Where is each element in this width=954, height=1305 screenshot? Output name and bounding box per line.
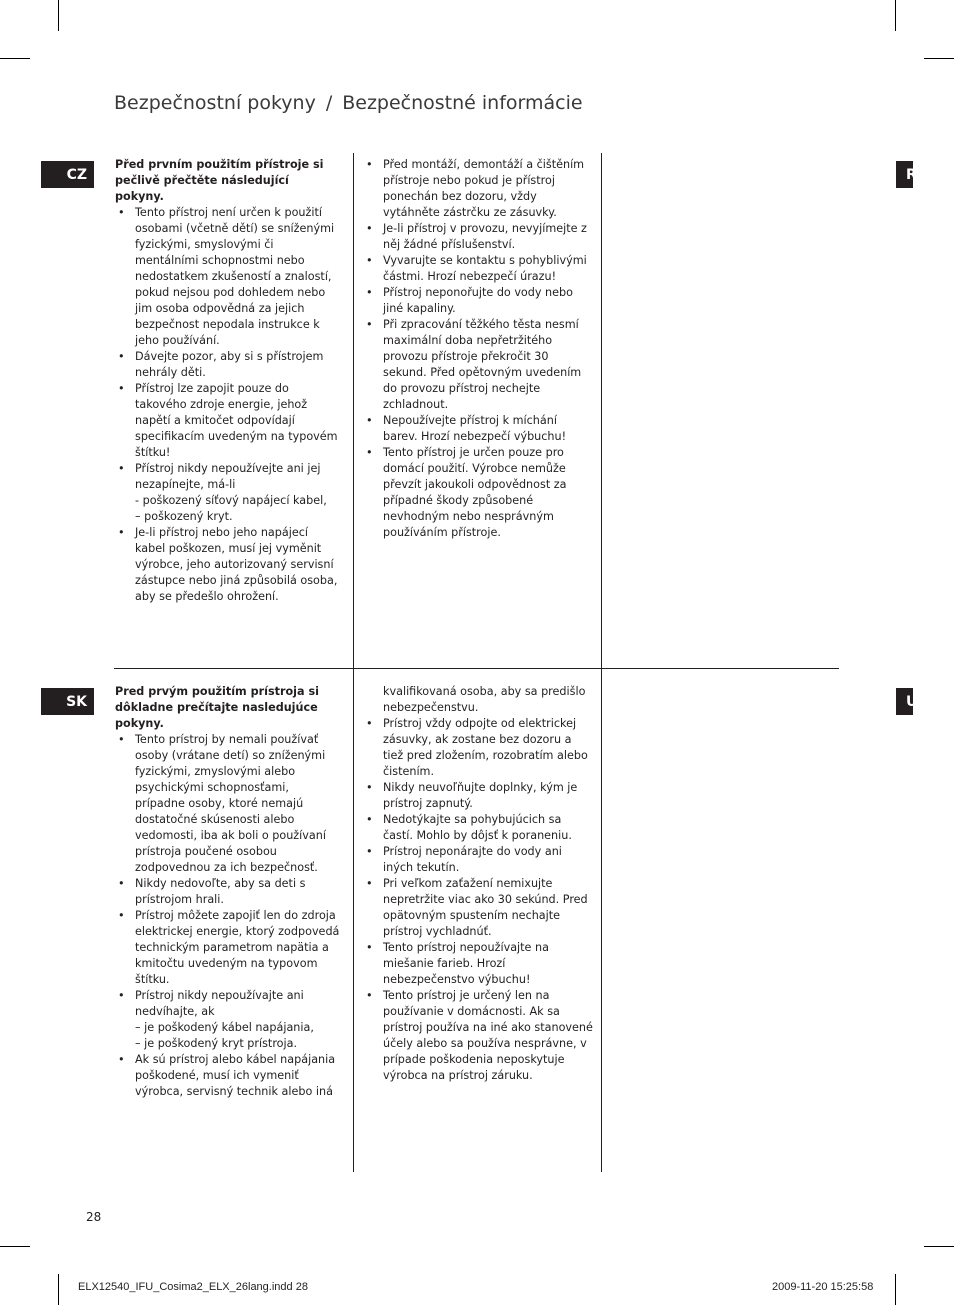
language-tab-cz: CZ xyxy=(41,161,94,188)
crop-mark xyxy=(58,0,59,31)
crop-mark xyxy=(0,1246,30,1247)
list-item: • Tento přístroj je určen pouze pro domácí použití. Výrobce nemůže převzít jakoukoli odpovědnost za případné škody způsobené nevhodným nebo nesprávným používáním přístroje. xyxy=(363,445,593,541)
cz-list-2 xyxy=(363,157,593,541)
sk-list-2 xyxy=(363,716,593,1084)
sk-heading: Pred prvým použitím prístroja si dôkladne prečítajte nasledujúce pokyny. xyxy=(115,685,319,730)
list-item: • Prístroj vždy odpojte od elektrickej zásuvky, ak zostane bez dozoru a tiež pred zložením, rozobratím alebo čistením. xyxy=(363,716,593,780)
column-divider xyxy=(601,153,602,668)
list-item: • Je-li přístroj v provozu, nevyjímejte z něj žádné příslušenství. xyxy=(363,221,593,253)
sk-column-2 xyxy=(363,684,593,1084)
language-tab-edge-bottom: U xyxy=(896,688,913,715)
crop-mark xyxy=(895,0,896,31)
list-item: • Prístroj neponárajte do vody ani iných tekutín. xyxy=(363,844,593,876)
list-item: • Před montáží, demontáží a čištěním přístroje nebo pokud je přístroj ponechán bez dozoru, vždy vytáhněte zástrčku ze zásuvky. xyxy=(363,157,593,221)
page-title xyxy=(114,92,583,114)
crop-mark xyxy=(0,58,30,59)
list-item: • Pri veľkom zaťažení nemixujte nepretržite viac ako 30 sekúnd. Pred opätovným spustením nechajte prístroj vychladnúť. xyxy=(363,876,593,940)
section-divider xyxy=(114,668,839,669)
list-item: • Dávejte pozor, aby si s přístrojem nehrály děti. xyxy=(115,349,340,381)
list-item: • Prístroj nikdy nepoužívajte ani nedvíhajte, ak – je poškodený kábel napájania, – je poškodený kryt prístroja. xyxy=(115,988,340,1052)
cz-list-1 xyxy=(115,205,340,605)
language-tab-edge-top: R xyxy=(896,161,913,188)
footer-filename: ELX12540_IFU_Cosima2_ELX_26lang.indd 28 xyxy=(78,1281,308,1293)
list-item: • Nedotýkajte sa pohybujúcich sa častí. Mohlo by dôjsť k poraneniu. xyxy=(363,812,593,844)
title-right: Bezpečnostné informácie xyxy=(342,92,583,114)
cz-column-2 xyxy=(363,157,593,541)
list-item: • Přístroj nikdy nepoužívejte ani jej nezapínejte, má-li - poškozený síťový napájecí kabel, – poškozený kryt. xyxy=(115,461,340,525)
title-separator: / xyxy=(325,92,333,114)
list-item: • Tento přístroj není určen k použití osobami (včetně dětí) se sníženými fyzickými, smyslovými či mentálními schopnostmi nebo nedostatkem zkušeností a znalostí, pokud nejsou pod dohledem nebo jim osoba odpovědná za jejich bezpečnost nepodala instrukce k jeho používání. xyxy=(115,205,340,349)
sk-column-1 xyxy=(115,684,340,1100)
column-divider xyxy=(601,669,602,1172)
crop-mark xyxy=(58,1274,59,1305)
crop-mark xyxy=(924,58,954,59)
sub-item: – je poškodený kábel napájania, xyxy=(135,1021,314,1034)
list-item: • Tento prístroj by nemali používať osoby (vrátane detí) so zníženými fyzickými, zmyslovými alebo psychickými schopnosťami, prípadne osoby, ktoré nemajú dostatočné skúsenosti alebo vedomosti, iba ak boli o používaní prístroja poučené osobou zodpovednou za ich bezpečnosť. xyxy=(115,732,340,876)
list-item: • Tento prístroj je určený len na používanie v domácnosti. Ak sa prístroj používa na iné ako stanovené účely alebo sa používa nesprávne, v prípade poškodenia neposkytuje výrobca na prístroj záruku. xyxy=(363,988,593,1084)
sk-continuation: kvalifikovaná osoba, aby sa predišlo nebezpečenstvu. xyxy=(383,685,586,714)
sk-list-1 xyxy=(115,732,340,1100)
list-item: • Při zpracování těžkého těsta nesmí maximální doba nepřetržitého provozu přístroje překročit 30 sekund. Před opětovným uvedením do provozu přístroj nechejte zchladnout. xyxy=(363,317,593,413)
language-tab-sk: SK xyxy=(41,688,94,715)
column-divider xyxy=(353,153,354,668)
cz-column-1 xyxy=(115,157,340,605)
list-item: • Přístroj neponořujte do vody nebo jiné kapaliny. xyxy=(363,285,593,317)
footer-timestamp: 2009-11-20 15:25:58 xyxy=(772,1281,874,1293)
list-item: • Ak sú prístroj alebo kábel napájania poškodené, musí ich vymeniť výrobca, servisný technik alebo iná xyxy=(115,1052,340,1100)
list-item: • Nepoužívejte přístroj k míchání barev. Hrozí nebezpečí výbuchu! xyxy=(363,413,593,445)
crop-mark xyxy=(924,1246,954,1247)
list-item: • Prístroj môžete zapojiť len do zdroja elektrickej energie, ktorý zodpovedá technickým parametrom napätia a kmitočtu uvedeným na typovom štítku. xyxy=(115,908,340,988)
sub-item: - poškozený síťový napájecí kabel, xyxy=(135,494,327,507)
title-left: Bezpečnostní pokyny xyxy=(114,92,316,114)
list-item: • Vyvarujte se kontaktu s pohyblivými částmi. Hrozí nebezpečí úrazu! xyxy=(363,253,593,285)
list-item: • Nikdy nedovoľte, aby sa deti s prístrojom hrali. xyxy=(115,876,340,908)
sub-item: – poškozený kryt. xyxy=(135,510,233,523)
list-item: • Přístroj lze zapojit pouze do takového zdroje energie, jehož napětí a kmitočet odpovídají specifikacím uvedeným na typovém štítku! xyxy=(115,381,340,461)
page-number: 28 xyxy=(86,1210,102,1224)
sub-item: – je poškodený kryt prístroja. xyxy=(135,1037,298,1050)
list-item: • Tento prístroj nepoužívajte na miešanie farieb. Hrozí nebezpečenstvo výbuchu! xyxy=(363,940,593,988)
column-divider xyxy=(353,669,354,1172)
list-item: • Nikdy neuvoľňujte doplnky, kým je prístroj zapnutý. xyxy=(363,780,593,812)
list-item: • Je-li přístroj nebo jeho napájecí kabel poškozen, musí jej vyměnit výrobce, jeho autorizovaný servisní zástupce nebo jiná způsobilá osoba, aby se předešlo ohrožení. xyxy=(115,525,340,605)
crop-mark xyxy=(895,1274,896,1305)
cz-heading: Před prvním použitím přístroje si pečlivě přečtěte následující pokyny. xyxy=(115,158,324,203)
